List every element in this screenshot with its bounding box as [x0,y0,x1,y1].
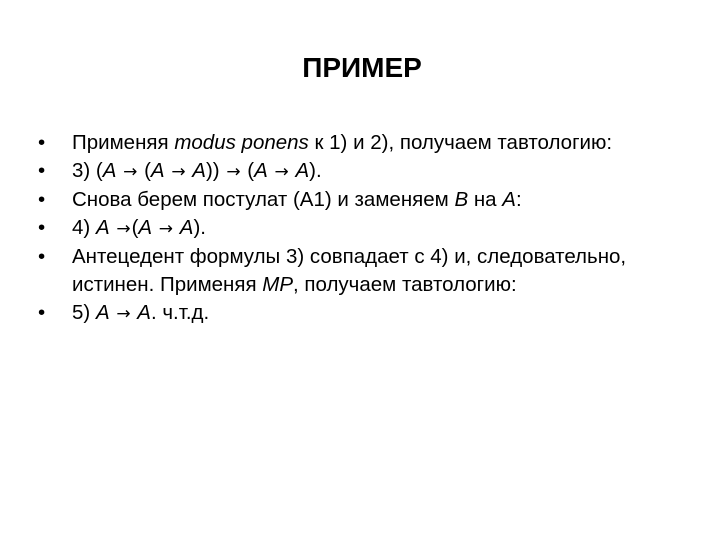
implies-arrow-icon: → [274,162,289,182]
bullet-2-mid1: ( [138,159,151,182]
bullet-5-text: Антецедент формулы 3) совпадает с 4) и, следовательно, истинен. Применяя [72,245,627,296]
bullet-5-end: , получаем тавтологию: [293,273,517,296]
bullet-4-var-a1: A [95,216,110,239]
bullet-2-var-a1: A [102,159,117,182]
implies-arrow-icon: → [123,162,138,182]
bullet-item-2 [36,157,676,186]
slide-title: ПРИМЕР [302,52,422,83]
implies-arrow-icon: → [171,162,186,182]
bullet-6-var-a2: A [137,301,151,324]
bullet-2-label: 3) ( [72,159,103,182]
bullet-6-label: 5) [72,301,96,324]
bullet-4-end: ). [193,216,206,239]
bullet-item-3 [36,186,676,214]
bullet-2-var-a5: A [295,159,310,182]
bullet-6-end: . ч.т.д. [150,301,210,324]
bullet-item-1 [36,129,676,157]
bullet-2-mid2: )) [205,159,226,182]
bullet-1-post: к 1) и 2), получаем тавтологию: [308,131,613,154]
bullet-6-var-a1: A [95,301,110,324]
bullet-4-var-a3: A [179,216,194,239]
bullet-1-pre: Применяя [72,131,175,154]
bullet-4-var-a2: A [138,216,153,239]
bullet-3-mid: на [468,188,503,211]
implies-arrow-icon: → [116,219,131,239]
bullet-4-label: 4) [72,216,96,239]
bullet-3-end: : [515,188,522,211]
bullet-2-var-a2: A [150,159,165,182]
bullet-item-6 [36,299,676,328]
implies-arrow-icon: → [226,162,241,182]
bullet-2-end: ). [309,159,322,182]
implies-arrow-icon: → [116,304,131,324]
implies-arrow-icon: → [158,219,174,239]
bullet-list [36,129,676,328]
bullet-3-var-b: B [454,188,469,211]
bullet-3-var-a: A [502,188,516,211]
bullet-5-mp: MP [262,273,294,296]
bullet-3-pre: Снова берем постулат (A1) и заменяем [72,188,455,211]
bullet-2-mid3: ( [241,159,255,182]
bullet-1-term: modus ponens [174,131,309,154]
bullet-2-var-a3: A [192,159,206,182]
bullet-2-var-a4: A [254,159,268,182]
bullet-item-4 [36,214,676,243]
bullet-item-5 [36,243,676,299]
bullet-4-mid1: ( [131,216,139,239]
